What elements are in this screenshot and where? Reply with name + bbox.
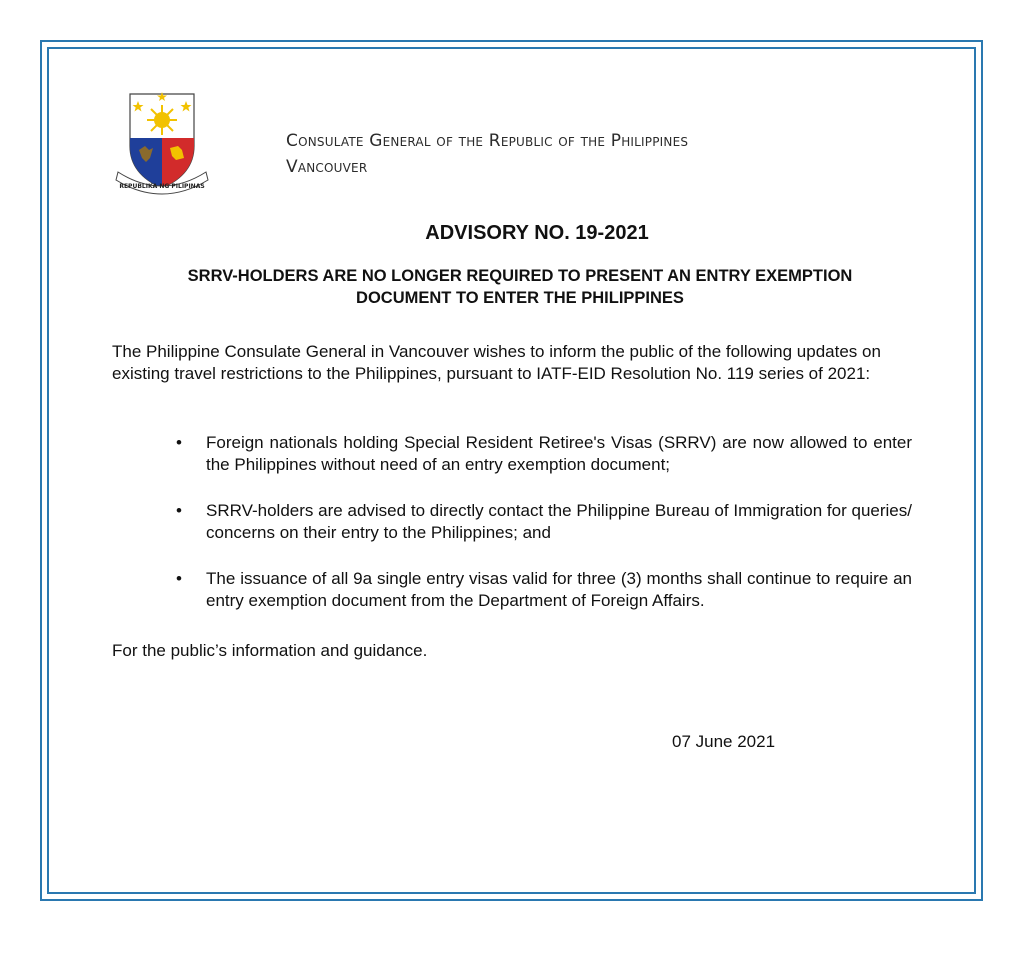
- letterhead-consulate-name: Consulate General of the Republic of the Philippines: [286, 131, 689, 151]
- list-item: [172, 432, 912, 476]
- bullet-list: [172, 432, 912, 636]
- closing-line: For the public’s information and guidance.: [112, 641, 428, 660]
- list-item-text: SRRV-holders are advised to directly contact the Philippine Bureau of Immigration for queries/ concerns on their entry to the Philippines; and: [206, 501, 912, 542]
- letterhead-city: Vancouver: [286, 157, 368, 177]
- list-item: [172, 568, 912, 612]
- letterhead: [286, 128, 688, 180]
- advisory-subject: [100, 265, 940, 309]
- bullet-icon: •: [176, 569, 182, 588]
- bullet-icon: •: [176, 433, 182, 452]
- advisory-title: ADVISORY NO. 19-2021: [425, 222, 649, 244]
- list-item-text: Foreign nationals holding Special Resident Retiree's Visas (SRRV) are now allowed to enter the Philippines without need of an entry exemption document;: [206, 433, 912, 474]
- bullet-icon: •: [176, 501, 182, 520]
- list-item: [172, 500, 912, 544]
- list-item-text: The issuance of all 9a single entry visas valid for three (3) months shall continue to require an entry exemption document from the Department of Foreign Affairs.: [206, 569, 912, 610]
- seal-ribbon-text: REPUBLIKA NG PILIPINAS: [119, 183, 205, 190]
- advisory-subject-line-1: SRRV-HOLDERS ARE NO LONGER REQUIRED TO PRESENT AN ENTRY EXEMPTION: [187, 267, 853, 285]
- philippine-coat-of-arms-icon: [112, 88, 212, 200]
- advisory-subject-line-2: DOCUMENT TO ENTER THE PHILIPPINES: [356, 289, 684, 307]
- document-date: 07 June 2021: [672, 732, 776, 751]
- intro-paragraph: The Philippine Consulate General in Vancouver wishes to inform the public of the following updates on existing travel restrictions to the Philippines, pursuant to IATF-EID Resolution No. 119 series of 2021:: [112, 342, 881, 383]
